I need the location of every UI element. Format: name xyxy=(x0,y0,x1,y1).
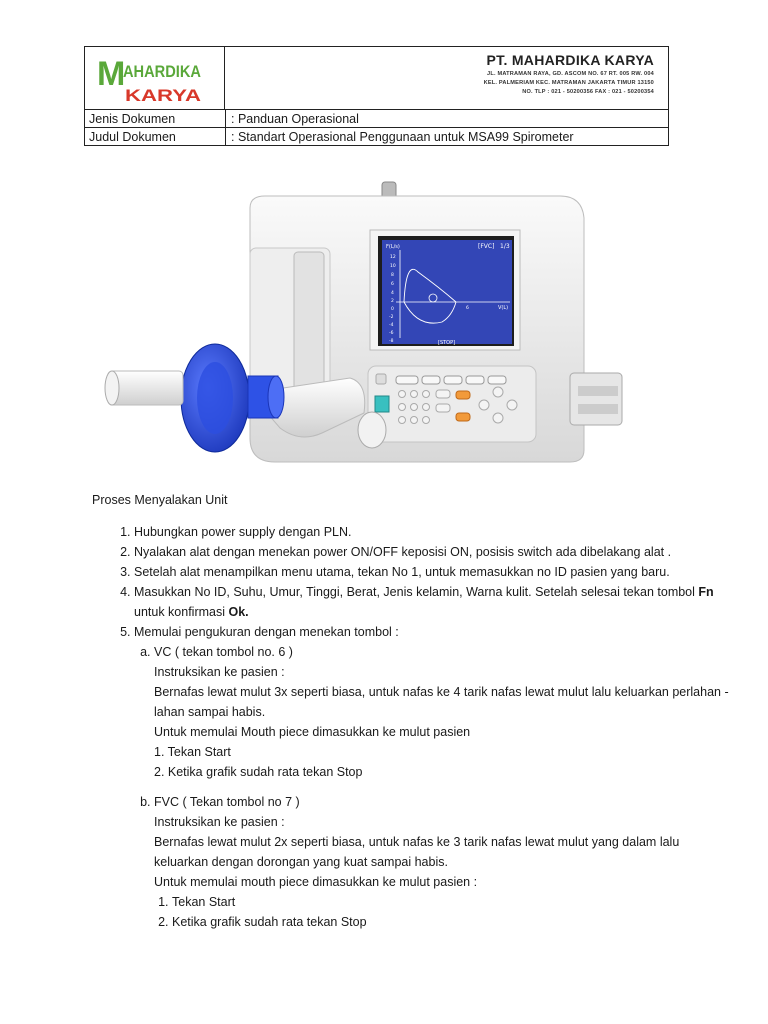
svg-text:4: 4 xyxy=(391,291,394,296)
steps-list xyxy=(92,522,734,932)
svg-text:10: 10 xyxy=(390,264,396,269)
fvc-step1: 1. Tekan Start xyxy=(172,892,734,912)
doc-type-value: : Panduan Operasional xyxy=(231,112,359,126)
logo-initial: M xyxy=(97,55,126,93)
screen-mode: [FVC] xyxy=(478,243,495,250)
company-info xyxy=(225,47,668,109)
logo-line1: AHARDIKA xyxy=(123,62,201,81)
screen-x-tick: 6 xyxy=(466,306,469,311)
fvc-steps xyxy=(154,892,734,932)
screen-page: 1/3 xyxy=(500,243,510,250)
doc-title-value: : Standart Operasional Penggunaan untuk MSA99 Spirometer xyxy=(231,130,574,144)
company-logo xyxy=(85,47,225,109)
vc-desc: Bernafas lewat mulut 3x seperti biasa, untuk nafas ke 4 tarik nafas lewat mulut lalu keluarkan perlahan - lahan sampai habis. xyxy=(154,685,729,719)
vc-title: a. VC ( tekan tombol no. 6 ) xyxy=(154,645,293,659)
fvc-item xyxy=(154,792,734,932)
step-3: 3. Setelah alat menampilkan menu utama, tekan No 1, untuk memasukkan no ID pasien yang baru. xyxy=(134,562,734,582)
vc-step1: 1. Tekan Start xyxy=(154,745,231,759)
doc-type-label: Jenis Dokumen xyxy=(89,112,176,126)
vc-step2: 2. Ketika grafik sudah rata tekan Stop xyxy=(154,765,363,779)
vc-instr: Instruksikan ke pasien : xyxy=(154,665,285,679)
company-address-line2: KEL. PALMERIAM KEC. MATRAMAN JAKARTA TIMUR 13150 xyxy=(483,80,654,86)
fn-key: Fn xyxy=(698,585,714,599)
screen-x-axis: V(L) xyxy=(498,305,509,311)
svg-text:-4: -4 xyxy=(389,323,394,328)
fvc-title: b. FVC ( Tekan tombol no 7 ) xyxy=(154,795,300,809)
svg-text:-2: -2 xyxy=(389,315,394,320)
measurement-list xyxy=(134,642,734,932)
step-4: 4. Masukkan No ID, Suhu, Umur, Tinggi, Berat, Jenis kelamin, Warna kulit. Setelah selesai tekan tombol Fn untuk konfirmasi Ok. xyxy=(134,582,734,622)
doc-title-row xyxy=(85,127,668,146)
svg-text:-8: -8 xyxy=(389,339,394,344)
fvc-start: Untuk memulai mouth piece dimasukkan ke mulut pasien : xyxy=(154,875,478,889)
doc-type-row xyxy=(85,109,668,128)
fvc-instr: Instruksikan ke pasien : xyxy=(154,815,285,829)
svg-text:12: 12 xyxy=(390,255,396,260)
svg-text:8: 8 xyxy=(391,273,394,278)
company-name: PT. MAHARDIKA KARYA xyxy=(486,52,654,68)
step-1: 1. Hubungkan power supply dengan PLN. xyxy=(134,522,734,542)
svg-text:-6: -6 xyxy=(389,331,394,336)
doc-title-label: Judul Dokumen xyxy=(89,130,176,144)
logo-graphic xyxy=(85,47,223,107)
company-address-line1: JL. MATRAMAN RAYA, GD. ASCOM NO. 67 RT. 005 RW. 004 xyxy=(487,71,654,77)
screen-stop: [STOP] xyxy=(438,340,456,346)
document-header xyxy=(84,46,669,146)
company-address-line3: NO. TLP : 021 - 50200356 FAX : 021 - 50200354 xyxy=(522,89,654,95)
svg-text:6: 6 xyxy=(391,282,394,287)
spirometer-image xyxy=(100,178,630,473)
section-title: Proses Menyalakan Unit xyxy=(92,493,228,507)
step-2: 2. Nyalakan alat dengan menekan power ON/OFF keposisi ON, posisis switch ada dibelakang alat . xyxy=(134,542,734,562)
svg-text:2: 2 xyxy=(391,299,394,304)
fvc-step2: 2. Ketika grafik sudah rata tekan Stop xyxy=(172,912,734,932)
vc-item xyxy=(154,642,734,792)
step-5: 5. Memulai pengukuran dengan menekan tombol : a. VC ( tekan tombol no. 6 ) Instruksikan ke pasien : Bernafas lewat mulut 3x seperti biasa, untuk nafas ke 4 tarik nafas lewat mulut lalu keluarkan perlahan - lahan sampai habis. Untuk memulai Mouth piece dimasukkan ke mulut pasien 1. Tekan Start 2. Ketika grafik sudah rata tekan Stop b. FVC ( Tekan tombol no 7 ) Instruksikan ke pasien : Bernafas lewat mulut 2x seperti biasa, untuk nafas ke 3 tarik nafas lewat mulut yang dalam lalu keluarkan dengan dorongan yang kuat sampai habis. Untuk memulai mouth piece dimasukkan ke mulut pasien : 1. Tekan Start 2. Ketika grafik sudah rata tekan Stop xyxy=(134,622,734,932)
ok-key: Ok. xyxy=(228,605,249,619)
fvc-desc: Bernafas lewat mulut 2x seperti biasa, untuk nafas ke 3 tarik nafas lewat mulut yang dalam lalu keluarkan dengan dorongan yang kuat sampai habis. xyxy=(154,835,680,869)
vc-start: Untuk memulai Mouth piece dimasukkan ke mulut pasien xyxy=(154,725,471,739)
screen-y-axis: F(L/s) xyxy=(386,244,400,250)
svg-text:0: 0 xyxy=(391,307,394,312)
logo-line2: KARYA xyxy=(125,86,201,105)
